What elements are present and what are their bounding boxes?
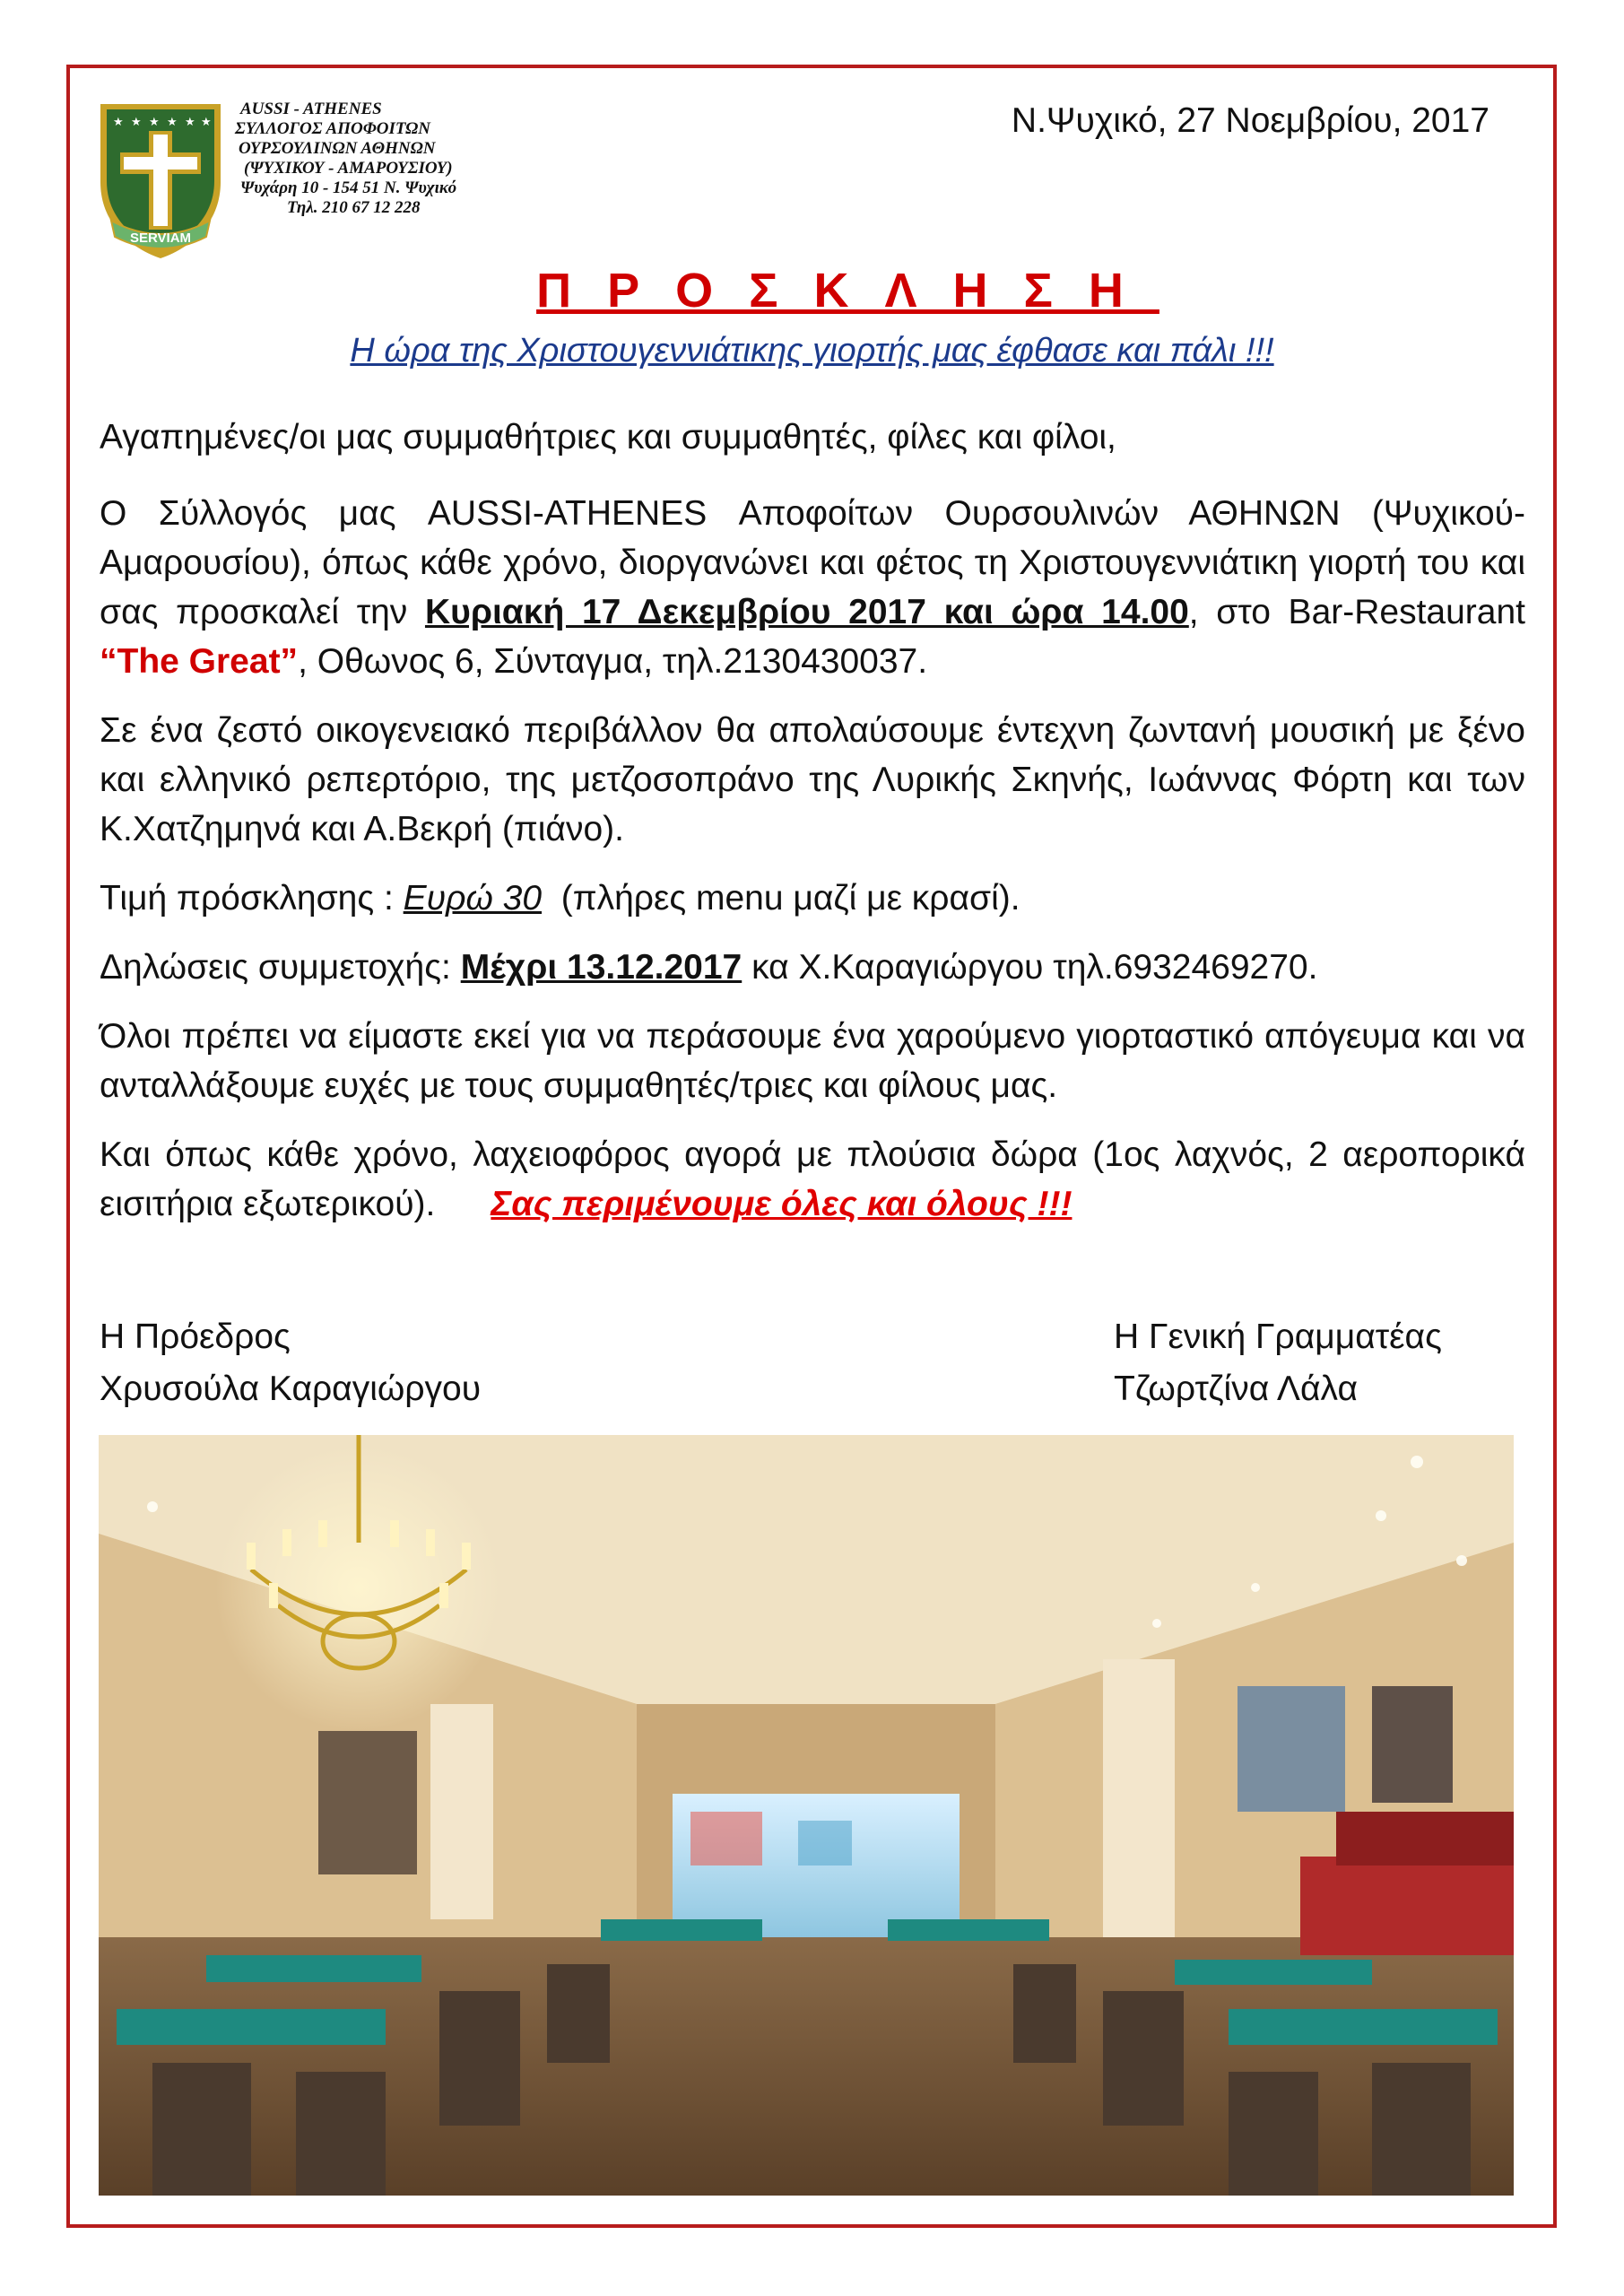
paragraph-music: Σε ένα ζεστό οικογενειακό περιβάλλον θα απολαύσουμε έντεχνη ζωντανή μουσική με ξένο και ελληνικό ρεπερτόριο, της μετζοσοπράνο της Λυρικής Σκηνής, Ιωάννας Φόρτη και των Κ.Χατζημηνά και Α.Βεκρή (πιάνο). [100, 711, 1525, 848]
org-line-name: AUSSI - ATHENES [240, 100, 382, 118]
event-venue-intro: , στο Bar-Restaurant [1188, 593, 1526, 631]
organization-header [235, 100, 540, 218]
paragraph-event [100, 489, 1525, 686]
president-role: Η Πρόεδρος [100, 1318, 291, 1356]
venue-address: , Οθωνος 6, Σύνταγμα, τηλ.2130430037. [298, 642, 928, 681]
price-label: Τιμή πρόσκλησης : [100, 879, 404, 918]
signature-secretary [1114, 1311, 1442, 1415]
greeting: Αγαπημένες/οι μας συμμαθήτριες και συμμαθητές, φίλες και φίλοι, [100, 418, 1116, 457]
org-line-phone: Τηλ. 210 67 12 228 [287, 198, 421, 217]
svg-text:★: ★ [185, 116, 195, 129]
svg-text:★: ★ [131, 116, 142, 129]
president-name: Χρυσούλα Καραγιώργου [100, 1370, 482, 1408]
org-line-address: Ψυχάρη 10 - 154 51 Ν. Ψυχικό [240, 178, 457, 197]
price-value: Ευρώ 30 [403, 879, 543, 918]
paragraph-gathering: Όλοι πρέπει να είμαστε εκεί για να περάσουμε ένα χαρούμενο γιορταστικό απόγευμα και να ανταλλάξουμε ευχές με τους συμμαθητές/τριες και φίλους μας. [100, 1017, 1525, 1105]
invitation-subtitle: Η ώρα της Χριστουγεννιάτικης γιορτής μας έφθασε και πάλι !!! [350, 332, 1274, 370]
secretary-name: Τζωρτζίνα Λάλα [1114, 1370, 1358, 1408]
price-note: (πλήρες menu μαζί με κρασί). [542, 879, 1020, 918]
raffle-text: Και όπως κάθε χρόνο, λαχειοφόρος αγορά με πλούσια δώρα (1ος λαχνός, 2 αεροπορικά εισιτήρια εξωτερικού). [100, 1135, 1525, 1223]
logo-motto: SERVIAM [129, 230, 192, 246]
org-line-school: ΟΥΡΣΟΥΛΙΝΩΝ ΑΘΗΝΩΝ [239, 139, 436, 158]
signature-president [100, 1311, 481, 1415]
svg-text:★: ★ [149, 116, 160, 129]
secretary-role: Η Γενική Γραμματέας [1114, 1318, 1442, 1356]
org-line-area: (ΨΥΧΙΚΟΥ - ΑΜΑΡΟΥΣΙΟΥ) [244, 159, 453, 178]
paragraph-rsvp [100, 943, 1525, 992]
invitation-title: ΠΡΟΣΚΛΗΣΗ [536, 264, 1159, 317]
venue-name: “The Great” [100, 642, 299, 681]
paragraph-raffle [100, 1130, 1525, 1229]
event-date: Κυριακή 17 Δεκεμβρίου 2017 και ώρα 14.00 [424, 593, 1189, 631]
school-crest-logo [93, 97, 228, 263]
svg-text:★: ★ [113, 116, 124, 129]
event-intro-text: Ο Σύλλογός μας AUSSI-ATHENES Αποφοίτων Ουρσουλινών ΑΘΗΝΩΝ (Ψυχικού-Αμαρουσίου), όπως κάθε χρόνο, διοργανώνει και φέτος τη Χριστουγεννιάτικη γιορτή του και σας προσκαλεί την [100, 494, 1525, 631]
rsvp-contact: κα Χ.Καραγιώργου τηλ.6932469270. [742, 948, 1318, 987]
svg-text:★: ★ [201, 116, 212, 129]
rsvp-label: Δηλώσεις συμμετοχής: [100, 948, 461, 987]
svg-text:★: ★ [167, 116, 178, 129]
letter-body [100, 413, 1525, 1248]
org-line-association: ΣΥΛΛΟΓΟΣ ΑΠΟΦΟΙΤΩΝ [235, 119, 430, 138]
rsvp-deadline: Μέχρι 13.12.2017 [460, 948, 743, 987]
letter-date: Ν.Ψυχικό, 27 Νοεμβρίου, 2017 [1011, 101, 1489, 140]
restaurant-interior-photo [99, 1435, 1514, 2196]
closing-line: Σας περιμένουμε όλες και όλους !!! [491, 1185, 1073, 1223]
paragraph-price [100, 874, 1525, 923]
